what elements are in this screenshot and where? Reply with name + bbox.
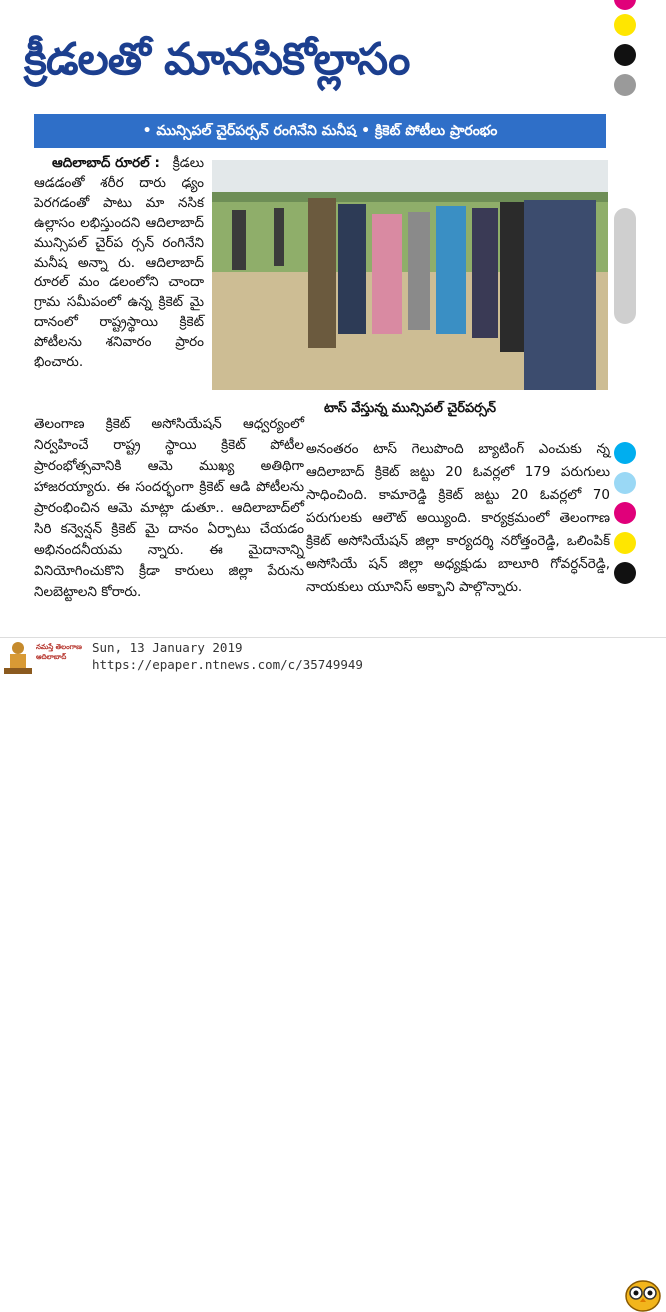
dot-gray xyxy=(614,74,636,96)
article-paragraph-2: తెలంగాణ క్రికెట్ అసోసియేషన్ ఆధ్వర్యంలో నిర్వహించే రాష్ట్ర స్థాయి క్రికెట్ పోటీల ప్రారంభోత్సవానికి ఆమె ముఖ్య అతిథిగా హాజరయ్యారు. ఈ సందర్భంగా క్రికెట్ ఆడి పోటీలను ప్రారంభించిన ఆమె మాట్లా డుతూ.. ఆదిలాబాద్‌లో సిరి కన్వెన్షన్ క్రికెట్ మై దానం ఏర్పాటు చేయడం అభినందనీయమ న్నారు. ఈ మైదానాన్ని వినియోగించుకొని క్రీడా కారులు జిల్లా పేరును నిలబెట్టాలని కోరారు. xyxy=(34,416,304,600)
logo-statue-icon xyxy=(4,640,32,674)
dot-yellow xyxy=(614,14,636,36)
dot-black xyxy=(614,44,636,66)
dot-magenta-2 xyxy=(614,502,636,524)
headline: క్రీడలతో మానసికోల్లాసం xyxy=(24,34,410,85)
subheadline-banner: • మున్సిపల్ చైర్‌పర్సన్ రంగినేని మనీష • క్రికెట్ పోటీలు ప్రారంభం xyxy=(34,114,606,148)
article-column-left xyxy=(34,154,204,373)
dot-black-2 xyxy=(614,562,636,584)
article-paragraph-3: అనంతరం టాస్ గెలుపొంది బ్యాటింగ్ ఎంచుకు న్న ఆదిలాబాద్ క్రికెట్ జట్టు 20 ఓవర్లలో 179 పరుగులు సాధించింది. కామారెడ్డి క్రికెట్ జట్టు 20 ఓవర్లలో 70 పరుగులకు ఆలౌట్ అయ్యింది. కార్యక్రమంలో తెలంగాణ క్రికెట్ అసోసియేషన్ జిల్లా కార్యదర్శి నరోత్తంరెడ్డి, ఒలింపిక్ అసోసియే షన్ జిల్లా అధ్యక్షుడు బాలూరి గోవర్ధన్‌రెడ్డి, నాయకులు యూనిస్ అక్బాని పాల్గొన్నారు. xyxy=(306,441,610,595)
photo-caption: టాస్ వేస్తున్న మున్సిపల్ చైర్‌పర్సన్ xyxy=(323,401,497,416)
article-column-bottom-right xyxy=(306,438,610,599)
article-column-bottom-left xyxy=(34,414,304,603)
footer-date: Sun, 13 January 2019 xyxy=(92,640,243,655)
footer-url[interactable]: https://epaper.ntnews.com/c/35749949 xyxy=(92,657,363,672)
dot-cyan xyxy=(614,442,636,464)
news-photo xyxy=(212,160,608,390)
owl-icon[interactable] xyxy=(624,1278,662,1312)
dot-light-cyan xyxy=(614,472,636,494)
dot-yellow-2 xyxy=(614,532,636,554)
side-scroll-tab[interactable] xyxy=(614,208,636,324)
article-paragraph-1: క్రీడలు ఆడడంతో శరీర దారు ఢ్యం పెరగడంతో పాటు మా నసిక ఉల్లాసం లభిస్తుందని ఆదిలాబాద్ మున్సిపల్ చైర్‌ప ర్సన్ రంగినేని మనీష అన్నా రు. ఆదిలాబాద్ రూరల్ మం డలంలోని చాందా గ్రామ సమీపంలో ఉన్న క్రికెట్ మై దానంలో రాష్ట్రస్థాయి క్రికెట్ పోటీలను శనివారం ప్రారం భించారు. xyxy=(34,155,204,371)
dateline: ఆదిలాబాద్ రూరల్ : xyxy=(52,155,160,171)
dot-magenta xyxy=(614,0,636,10)
footer-brand: నమస్తే తెలంగాణ ఆదిలాబాద్ xyxy=(36,643,82,661)
cricket-ground-photo xyxy=(212,160,608,390)
footer-bar xyxy=(0,637,666,678)
